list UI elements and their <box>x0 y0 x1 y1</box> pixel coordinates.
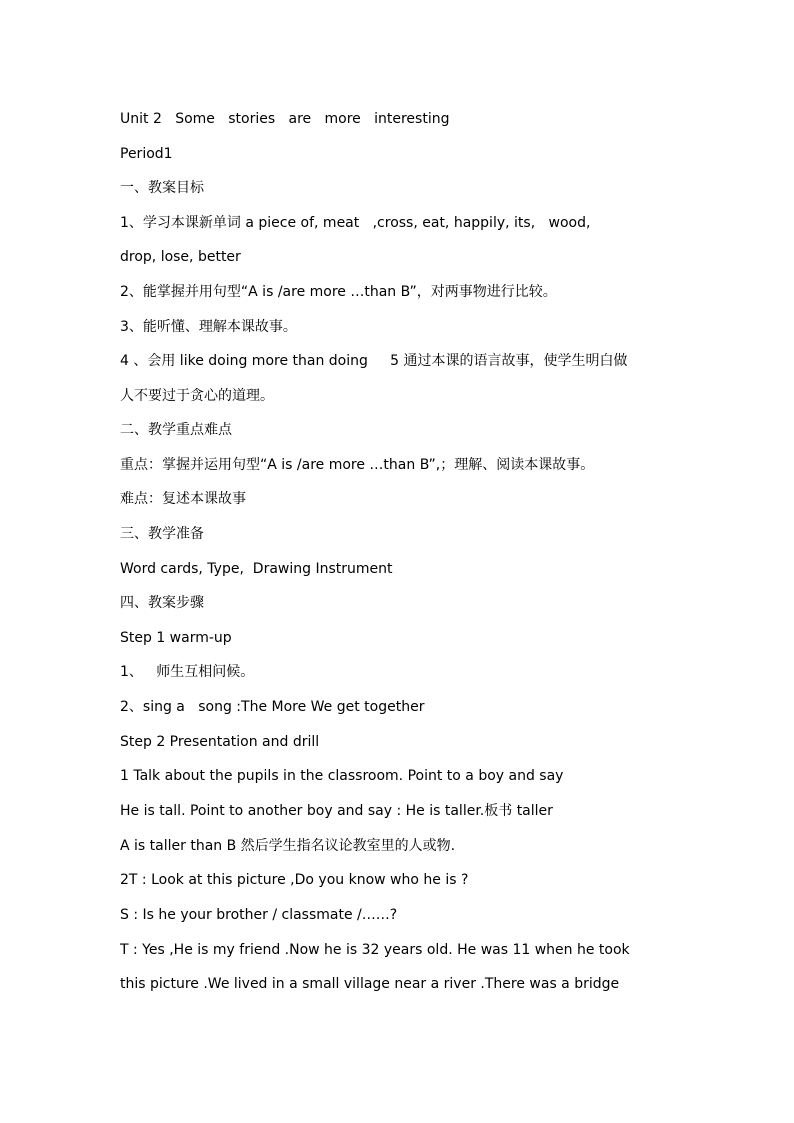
text-line: Word cards, Type, Drawing Instrument <box>120 561 393 577</box>
text-line: S : Is he your brother / classmate /……? <box>120 907 398 923</box>
text-line: 1 Talk about the pupils in the classroom. Point to a boy and say <box>120 768 564 784</box>
text-line: 2、能掌握并用句型“A is /are more …than B”，对两事物进行比较。 <box>120 284 557 300</box>
text-line: A is taller than B 然后学生指名议论教室里的人或物. <box>120 838 456 854</box>
text-line: 重点：掌握并运用句型“A is /are more …than B”,；理解、阅读本课故事。 <box>120 457 595 473</box>
unit-title: Unit 2 Some stories are more interesting <box>120 111 450 127</box>
section-heading-objectives: 一、教案目标 <box>120 180 204 196</box>
text-line: 难点：复述本课故事 <box>120 491 246 507</box>
text-line: 1、 师生互相问候。 <box>120 664 255 680</box>
text-line: 4 、会用 like doing more than doing 5 通过本课的语言故事，使学生明白做 <box>120 353 628 369</box>
step-heading: Step 2 Presentation and drill <box>120 734 320 750</box>
section-heading-key-points: 二、教学重点难点 <box>120 422 232 438</box>
text-line: 人不要过于贪心的道理。 <box>120 388 274 404</box>
text-line: 2、sing a song :The More We get together <box>120 699 425 715</box>
text-line: T : Yes ,He is my friend .Now he is 32 years old. He was 11 when he took <box>120 942 630 958</box>
text-line: He is tall. Point to another boy and say : He is taller.板书 taller <box>120 803 553 819</box>
text-line: this picture .We lived in a small village near a river .There was a bridge <box>120 976 620 992</box>
section-heading-steps: 四、教案步骤 <box>120 595 204 611</box>
period-label: Period1 <box>120 146 173 162</box>
step-heading: Step 1 warm-up <box>120 630 232 646</box>
section-heading-preparation: 三、教学准备 <box>120 526 204 542</box>
text-line: 2T : Look at this picture ,Do you know who he is ? <box>120 872 469 888</box>
text-line: 3、能听懂、理解本课故事。 <box>120 319 297 335</box>
text-line: drop, lose, better <box>120 249 241 265</box>
text-line: 1、学习本课新单词 a piece of, meat ,cross, eat, happily, its, wood, <box>120 215 591 231</box>
